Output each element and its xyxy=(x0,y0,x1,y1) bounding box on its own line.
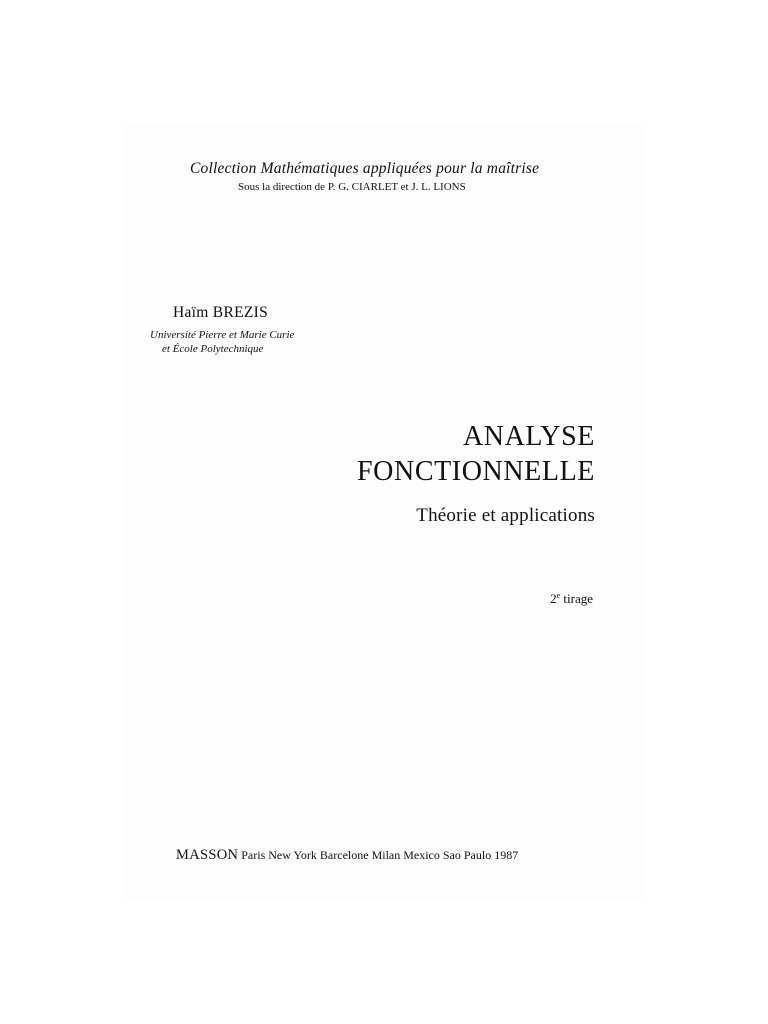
printing-number: 2 xyxy=(550,591,557,606)
book-title-line2: FONCTIONNELLE xyxy=(357,456,595,487)
printing-ordinal-suffix: e xyxy=(556,591,561,600)
publisher-line xyxy=(176,847,518,864)
author-affiliation-line2: et École Polytechnique xyxy=(162,343,264,355)
author-affiliation-line1: Université Pierre et Marie Curie xyxy=(150,329,295,341)
printing-edition xyxy=(550,591,593,607)
book-title-line1: ANALYSE xyxy=(462,421,595,452)
series-editors: Sous la direction de P. G. CIARLET et J. L. LIONS xyxy=(238,181,466,193)
publisher-cities-year: Paris New York Barcelone Milan Mexico Sao Paulo 1987 xyxy=(241,848,519,862)
publisher-name: MASSON xyxy=(176,847,239,863)
series-title: Collection Mathématiques appliquées pour la maîtrise xyxy=(190,160,540,177)
book-subtitle: Théorie et applications xyxy=(416,505,595,526)
book-title xyxy=(357,419,595,489)
author-name: Haïm BREZIS xyxy=(173,304,269,321)
printing-label: tirage xyxy=(563,591,593,606)
